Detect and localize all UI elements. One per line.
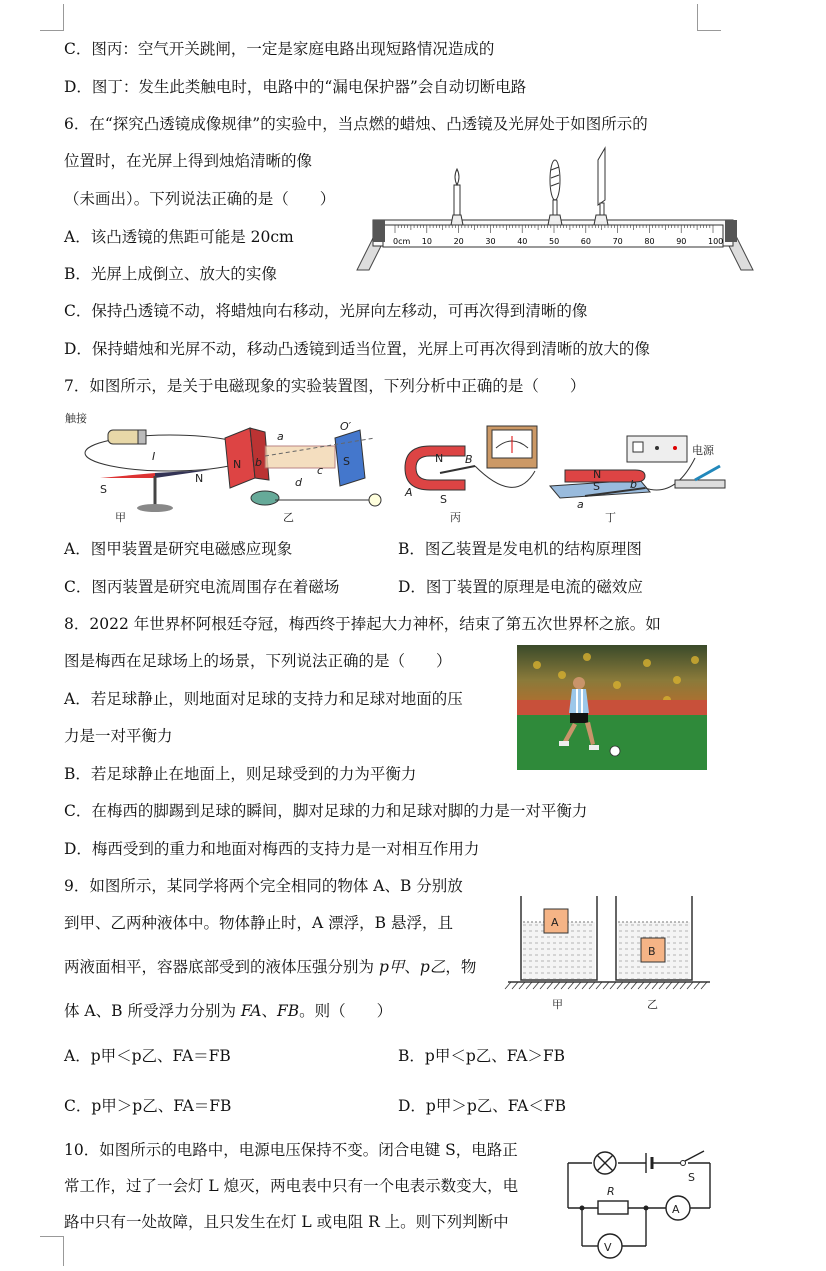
liquid-containers-figure [505, 892, 715, 1017]
svg-text:S: S [343, 455, 350, 468]
f-b: FB [277, 1002, 300, 1020]
ground-hatch [547, 982, 553, 989]
ground-hatch [617, 982, 623, 989]
q6-option-a: A．该凸透镜的焦距可能是 20cm [64, 228, 294, 246]
ground-hatch [512, 982, 518, 989]
lamp-icon [594, 1152, 616, 1174]
q8-option-d: D．梅西受到的重力和地面对梅西的支持力是一对相互作用力 [64, 840, 480, 858]
ground-hatch [673, 982, 679, 989]
q9-stem-text: 两液面相平，容器底部受到的液体压强分别为 [64, 958, 379, 976]
ground-hatch [533, 982, 539, 989]
ground-hatch [582, 982, 588, 989]
q6-option-b: B．光屏上成倒立、放大的实像 [64, 265, 277, 283]
q8-option-a-cont: 力是一对平衡力 [64, 727, 173, 745]
svg-text:N: N [593, 468, 602, 481]
q8-option-a: A．若足球静止，则地面对足球的支持力和足球对地面的压 [64, 690, 463, 708]
bench-tick-label: 20 [453, 237, 464, 246]
q9-option-d: D．p甲＞p乙、FA＜FB [398, 1097, 567, 1115]
q9-stem: 到甲、乙两种液体中。物体静止时，A 漂浮，B 悬浮，且 [64, 914, 453, 932]
p-yi: p乙 [419, 958, 446, 976]
ground-hatch [540, 982, 546, 989]
svg-text:甲: 甲 [115, 511, 126, 524]
q10-stem: 路中只有一处故障，且只发生在灯 L 或电阻 R 上。则下列判断中 [64, 1213, 509, 1231]
figure-bing [404, 426, 537, 524]
ground-hatch [519, 982, 525, 989]
q10-stem: 常工作，过了一会灯 L 熄灭，两电表中只有一个电表示数变大，电 [64, 1177, 519, 1195]
ground-hatch [631, 982, 637, 989]
q5-option-d: D．图丁：发生此类触电时，电路中的“漏电保护器”会自动切断电路 [64, 78, 527, 96]
ground-hatch [645, 982, 651, 989]
svg-text:a: a [577, 498, 584, 511]
q7-option-b: B．图乙装置是发电机的结构原理图 [398, 540, 642, 558]
light-screen [594, 148, 608, 225]
q7-option-a: A．图甲装置是研究电磁感应现象 [64, 540, 293, 558]
crop-mark [63, 4, 64, 31]
ground-hatch [554, 982, 560, 989]
ground-hatch [603, 982, 609, 989]
figure-ding [550, 436, 725, 524]
bench-tick-label: 50 [549, 237, 560, 246]
q6-option-c: C．保持凸透镜不动，将蜡烛向右移动，光屏向左移动，可再次得到清晰的像 [64, 302, 588, 320]
svg-text:触接: 触接 [65, 412, 87, 425]
bench-tick-label: 40 [517, 237, 528, 246]
ground-hatch [575, 982, 581, 989]
svg-text:O′: O′ [340, 420, 352, 433]
circuit-figure [560, 1143, 720, 1268]
convex-lens [548, 160, 562, 225]
figure-jia [65, 411, 255, 524]
ground-hatch [596, 982, 602, 989]
separator: 、 [261, 1002, 277, 1020]
svg-text:B: B [648, 945, 656, 958]
q9-option-a: A．p甲＜p乙、FA＝FB [64, 1047, 231, 1065]
f-a: FA [240, 1002, 262, 1020]
ground-hatch [659, 982, 665, 989]
q10-stem: 10．如图所示的电路中，电源电压保持不变。闭合电键 S，电路正 [64, 1141, 518, 1159]
ground-hatch [638, 982, 644, 989]
svg-text:A: A [405, 486, 413, 499]
q5-option-c: C．图丙：空气开关跳闸，一定是家庭电路出现短路情况造成的 [64, 40, 495, 58]
crop-mark [63, 1236, 64, 1266]
q8-option-c: C．在梅西的脚踢到足球的瞬间，脚对足球的力和足球对脚的力是一对平衡力 [64, 802, 588, 820]
crop-mark [40, 30, 64, 31]
q6-stem: 位置时，在光屏上得到烛焰清晰的像 [64, 152, 313, 170]
svg-text:S: S [688, 1171, 695, 1184]
svg-text:乙: 乙 [283, 511, 294, 524]
bench-tick-label: 60 [580, 237, 591, 246]
ground-hatch [666, 982, 672, 989]
svg-text:丁: 丁 [605, 511, 616, 524]
ground-hatch [687, 982, 693, 989]
ground-hatch [568, 982, 574, 989]
svg-text:B: B [465, 453, 473, 466]
svg-text:A: A [551, 916, 559, 929]
svg-text:S: S [440, 493, 447, 506]
q6-option-d: D．保持蜡烛和光屏不动，移动凸透镜到适当位置，光屏上可再次得到清晰的放大的像 [64, 340, 650, 358]
ground-hatch [652, 982, 658, 989]
optical-bench-figure [355, 145, 755, 275]
ground-hatch [505, 982, 511, 989]
svg-text:a: a [277, 430, 284, 443]
ground-hatch [680, 982, 686, 989]
soccer-photo [517, 645, 707, 770]
bench-tick-label: 70 [612, 237, 623, 246]
q9-option-c: C．p甲＞p乙、FA＝FB [64, 1097, 232, 1115]
electromagnetism-figures [60, 408, 750, 528]
svg-text:R: R [607, 1185, 615, 1198]
svg-text:N: N [435, 452, 444, 465]
q9-stem: 9．如图所示，某同学将两个完全相同的物体 A、B 分别放 [64, 877, 463, 895]
ground-hatch [610, 982, 616, 989]
svg-text:b: b [255, 456, 262, 469]
p-jia: p甲 [378, 958, 405, 976]
svg-text:d: d [295, 476, 302, 489]
q7-stem: 7．如图所示，是关于电磁现象的实验装置图，下列分析中正确的是（ ） [64, 377, 586, 395]
bench-tick-label: 100 [708, 237, 724, 246]
svg-text:S: S [593, 480, 600, 493]
q9-stem [64, 957, 476, 977]
q8-option-b: B．若足球静止在地面上，则足球受到的力为平衡力 [64, 765, 417, 783]
svg-text:c: c [317, 464, 324, 477]
svg-text:S: S [100, 483, 107, 496]
bench-tick-label: 90 [676, 237, 687, 246]
svg-text:N: N [233, 458, 242, 471]
svg-text:乙: 乙 [647, 998, 658, 1011]
q6-stem: （未画出）。下列说法正确的是（ ） [64, 190, 336, 208]
q6-stem: 6．在“探究凸透镜成像规律”的实验中，当点燃的蜡烛、凸透镜及光屏处于如图所示的 [64, 115, 648, 133]
bench-tick-label: 0cm [393, 237, 411, 246]
svg-text:I: I [152, 450, 156, 463]
ground-hatch [624, 982, 630, 989]
q8-stem: 图是梅西在足球场上的场景，下列说法正确的是（ ） [64, 652, 452, 670]
q7-option-c: C．图丙装置是研究电流周围存在着磁场 [64, 578, 340, 596]
svg-text:丙: 丙 [450, 511, 461, 524]
ground-hatch [701, 982, 707, 989]
svg-text:A: A [672, 1203, 680, 1216]
q9-stem [64, 1001, 392, 1021]
q9-stem-text: ，物 [445, 958, 477, 976]
separator: 、 [404, 958, 420, 976]
ground-hatch [561, 982, 567, 989]
q8-stem: 8．2022 年世界杯阿根廷夺冠，梅西终于捧起大力神杯，结束了第五次世界杯之旅。如 [64, 615, 661, 633]
svg-text:V: V [604, 1241, 612, 1254]
crop-mark [697, 30, 721, 31]
figure-yi [225, 420, 381, 524]
q9-stem-text: 体 A、B 所受浮力分别为 [64, 1002, 241, 1020]
svg-text:电源: 电源 [692, 444, 714, 457]
svg-text:甲: 甲 [552, 998, 563, 1011]
q7-option-d: D．图丁装置的原理是电流的磁效应 [398, 578, 643, 596]
candle [451, 169, 463, 225]
ground-hatch [694, 982, 700, 989]
crop-mark [697, 4, 698, 31]
bench-tick-label: 30 [485, 237, 496, 246]
svg-text:b: b [630, 478, 637, 491]
ground-hatch [589, 982, 595, 989]
bench-tick-label: 10 [421, 237, 432, 246]
q9-stem-text: 。则（ ） [299, 1002, 393, 1020]
crop-mark [40, 1236, 64, 1237]
q9-option-b: B．p甲＜p乙、FA＞FB [398, 1047, 565, 1065]
svg-text:N: N [195, 472, 204, 485]
bench-tick-label: 80 [644, 237, 655, 246]
ground-hatch [526, 982, 532, 989]
